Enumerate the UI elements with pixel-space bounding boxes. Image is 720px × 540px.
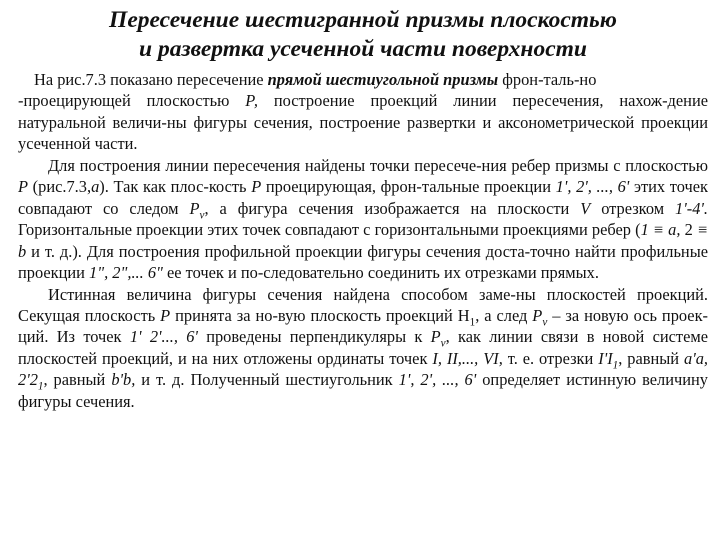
text-span: – за новую ось проек-ций. Из точек <box>18 305 708 347</box>
text-span: , как линии связи в новой системе плоскостей проекций, и на них отложены ординаты точек <box>18 327 708 368</box>
italic-text: P <box>189 198 200 218</box>
italic-text: V <box>580 198 591 218</box>
emphasis-text: прямой шестиугольной призмы <box>267 70 499 89</box>
document-body <box>18 69 708 412</box>
italic-text: I'I <box>598 348 613 368</box>
title-line-2: и развертка усеченной части поверхности <box>139 36 587 62</box>
paragraph-3 <box>18 284 708 413</box>
italic-text: P <box>532 305 543 325</box>
text-span: ). Так как плос-кость <box>99 177 252 197</box>
italic-text: Р <box>18 177 29 197</box>
italic-text: I, II,..., VI, <box>432 348 503 368</box>
subscript-text: 1 <box>37 380 44 393</box>
italic-text: а <box>91 177 100 197</box>
text-span: -проецирующей плоскостью <box>18 91 246 111</box>
text-span: проецирующая, фрон-тальные проекции <box>261 177 556 197</box>
text-span: Истинная величина фигуры сечения найдена способом заме-ны плоскостей проекций. Секущая плоскость <box>18 284 708 325</box>
text-span: (рис.7.3, <box>28 177 92 197</box>
subscript-text: v <box>199 209 205 221</box>
paragraph-2 <box>18 155 708 284</box>
italic-text: 2'2 <box>18 370 38 390</box>
text-span: отрезком <box>590 198 676 218</box>
italic-text: Р <box>251 177 262 197</box>
text-span: 2 <box>680 220 697 240</box>
italic-text: 1' 2'..., 6' <box>129 327 198 347</box>
title-line-1: Пересечение шестигранной призмы плоскостью <box>109 7 617 33</box>
subscript-text: v <box>542 316 548 329</box>
paragraph-1 <box>18 69 708 155</box>
text-span: и т. д. Полученный шестиугольник <box>135 370 399 390</box>
text-span: Для построения линии пересечения найдены точки пересече-ния ребер призмы с плоскостью <box>48 155 708 175</box>
paragraph-1-rest <box>18 91 708 153</box>
text-span: , а фигура сечения изображается на плоскости <box>204 198 581 218</box>
subscript-text: 1 <box>469 316 476 329</box>
text-span: ее точек и по-следовательно соединить их отрезками прямых. <box>162 263 599 283</box>
italic-text: 1", 2",... 6" <box>89 263 163 283</box>
text-span: , равный <box>618 348 684 368</box>
text-span: т. е. отрезки <box>502 348 599 368</box>
italic-text: 1', 2', ..., 6' <box>555 177 630 197</box>
italic-text: 1 ≡ а, <box>640 220 681 240</box>
italic-text: ≡ b <box>18 220 709 261</box>
text-span: фрон-таль-но <box>498 70 597 89</box>
subscript-text: v <box>440 337 446 350</box>
italic-text: b'b, <box>111 370 136 390</box>
italic-text: 1', 2', ..., 6' <box>398 370 477 390</box>
text-span: , равный <box>43 370 112 390</box>
text-span: На рис.7.3 показано пересечение <box>34 70 268 89</box>
text-span: , а след <box>475 305 533 325</box>
text-span: этих точек совпадают со следом <box>18 177 708 218</box>
document-title <box>18 6 708 64</box>
italic-text: 1'-4'. <box>675 198 708 218</box>
text-span: Горизонтальные проекции этих точек совпадают с горизонтальными проекциями ребер ( <box>18 220 641 240</box>
italic-text: P <box>430 327 441 347</box>
text-span: принята за но-вую плоскость проекций Н <box>170 305 470 325</box>
text-span: определяет истинную величину фигуры сечения. <box>18 370 708 411</box>
text-span: проведены перпендикуляры к <box>197 327 431 347</box>
text-span: и т. д.). Для построения профильной проекции фигуры сечения доста-точно найти профильные проекции <box>18 241 708 283</box>
italic-text: a'a, <box>684 348 708 368</box>
italic-text: Р <box>160 305 171 325</box>
text-span: построение проекций линии пересечения, нахож-дение натуральной величи-ны фигуры сечения, построение развертки и аксонометрической проекции усеченной части. <box>18 91 708 154</box>
italic-text: Р, <box>245 91 258 111</box>
subscript-text: 1 <box>612 359 619 372</box>
